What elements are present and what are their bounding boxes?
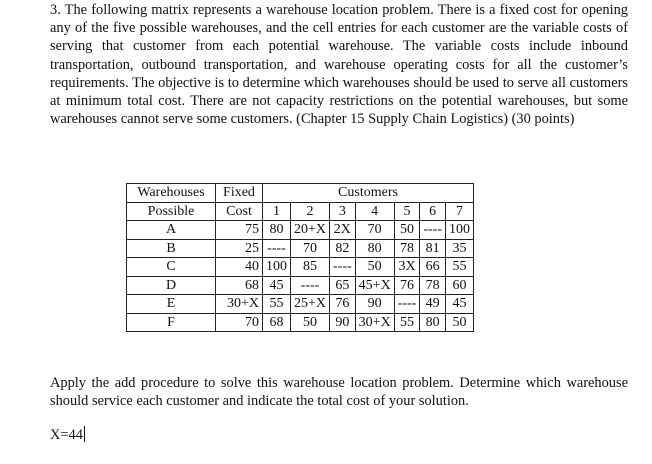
variable-cost-cell: 50 [446, 313, 474, 332]
answer-text: X=44 [50, 427, 83, 443]
text-cursor [84, 426, 85, 442]
variable-cost-cell: 90 [330, 313, 356, 332]
variable-cost-cell: 68 [263, 313, 291, 332]
variable-cost-cell: 100 [446, 221, 474, 240]
customer-header-7: 7 [446, 202, 474, 221]
variable-cost-cell: 2X [330, 221, 356, 240]
instruction-text: Apply the add procedure to solve this warehouse location problem. Determine which warehouse should service each customer and indicate the total cost of your solution. [50, 375, 628, 410]
variable-cost-cell: 90 [355, 295, 394, 314]
warehouse-cell: F [127, 313, 216, 332]
variable-cost-cell: 45 [446, 295, 474, 314]
variable-cost-cell: 66 [420, 258, 446, 277]
customer-header-3: 3 [330, 202, 356, 221]
header-row-2 [127, 202, 474, 221]
table-row [127, 239, 474, 258]
warehouse-cell: D [127, 276, 216, 295]
variable-cost-cell: 50 [394, 221, 420, 240]
variable-cost-cell: 70 [291, 239, 330, 258]
variable-cost-cell: 35 [446, 239, 474, 258]
table-row [127, 313, 474, 332]
table-row [127, 295, 474, 314]
customers-header: Customers [263, 184, 474, 203]
variable-cost-cell: 100 [263, 258, 291, 277]
variable-cost-cell: 78 [394, 239, 420, 258]
variable-cost-cell: 50 [291, 313, 330, 332]
fixed-cost-cell: 68 [216, 276, 263, 295]
fixed-cost-cell: 40 [216, 258, 263, 277]
customer-header-5: 5 [394, 202, 420, 221]
variable-cost-cell: 81 [420, 239, 446, 258]
customer-header-4: 4 [355, 202, 394, 221]
variable-cost-cell: 80 [420, 313, 446, 332]
fixed-cost-cell: 30+X [216, 295, 263, 314]
warehouse-cell: E [127, 295, 216, 314]
variable-cost-cell: 55 [263, 295, 291, 314]
variable-cost-cell: ---- [263, 239, 291, 258]
customer-header-2: 2 [291, 202, 330, 221]
variable-cost-cell: 76 [330, 295, 356, 314]
fixed-cost-cell: 75 [216, 221, 263, 240]
fixed-header: Fixed [216, 184, 263, 203]
warehouse-cell: A [127, 221, 216, 240]
warehouse-cell: C [127, 258, 216, 277]
variable-cost-cell: 25+X [291, 295, 330, 314]
possible-header: Possible [127, 202, 216, 221]
variable-cost-cell: 55 [394, 313, 420, 332]
customer-header-6: 6 [420, 202, 446, 221]
variable-cost-cell: ---- [291, 276, 330, 295]
variable-cost-cell: ---- [420, 221, 446, 240]
variable-cost-cell: ---- [394, 295, 420, 314]
variable-cost-cell: 85 [291, 258, 330, 277]
variable-cost-cell: ---- [330, 258, 356, 277]
customer-header-1: 1 [263, 202, 291, 221]
fixed-cost-cell: 70 [216, 313, 263, 332]
fixed-cost-cell: 25 [216, 239, 263, 258]
variable-cost-cell: 82 [330, 239, 356, 258]
header-row-1 [127, 184, 474, 203]
variable-cost-cell: 49 [420, 295, 446, 314]
warehouse-cell: B [127, 239, 216, 258]
variable-cost-cell: 70 [355, 221, 394, 240]
table-row [127, 221, 474, 240]
table-row [127, 258, 474, 277]
warehouses-header: Warehouses [127, 184, 216, 203]
variable-cost-cell: 78 [420, 276, 446, 295]
variable-cost-cell: 80 [263, 221, 291, 240]
variable-cost-cell: 30+X [355, 313, 394, 332]
variable-cost-cell: 65 [330, 276, 356, 295]
variable-cost-cell: 50 [355, 258, 394, 277]
warehouse-cost-matrix [126, 183, 474, 332]
variable-cost-cell: 76 [394, 276, 420, 295]
variable-cost-cell: 55 [446, 258, 474, 277]
variable-cost-cell: 3X [394, 258, 420, 277]
variable-cost-cell: 45 [263, 276, 291, 295]
variable-cost-cell: 80 [355, 239, 394, 258]
variable-cost-cell: 45+X [355, 276, 394, 295]
problem-statement: 3. The following matrix represents a warehouse location problem. There is a fixed cost for opening any of the five possible warehouses, and the cell entries for each customer are the variable costs of serving that customer from each potential warehouse. The variable costs include inbound transportation, outbound transportation, and warehouse operating costs for all the customer’s requirements. The objective is to determine which warehouses should be used to serve all customers at minimum total cost. There are not capacity restrictions on the potential warehouses, but some warehouses cannot serve some customers. (Chapter 15 Supply Chain Logistics) (30 points) [50, 2, 628, 128]
variable-cost-cell: 60 [446, 276, 474, 295]
cost-header: Cost [216, 202, 263, 221]
variable-cost-cell: 20+X [291, 221, 330, 240]
table-row [127, 276, 474, 295]
answer-field[interactable] [50, 426, 85, 444]
